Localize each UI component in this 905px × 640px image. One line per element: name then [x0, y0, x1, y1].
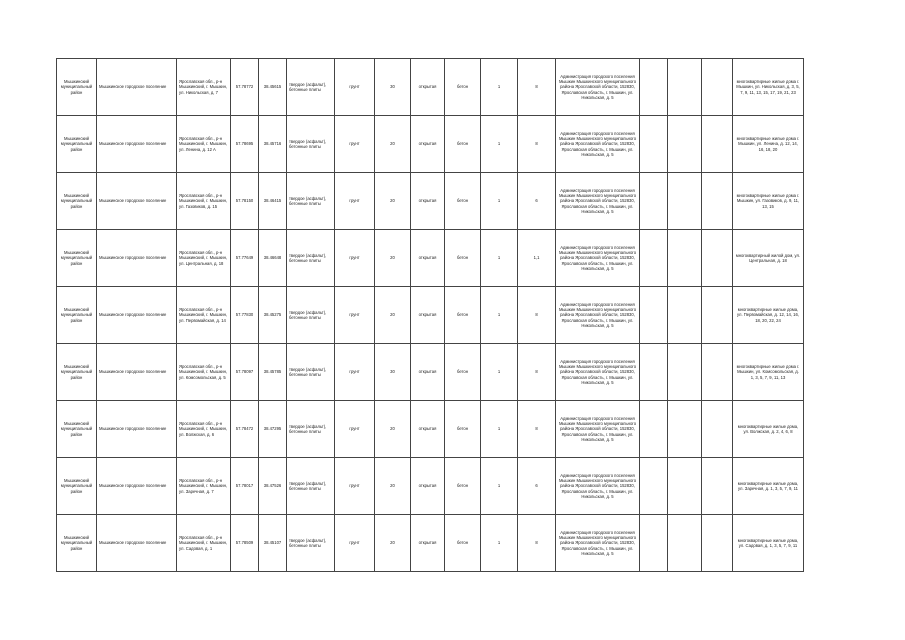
owner-cell: Администрация городского поселения Мышкин Мышкинского муниципального района Ярославской области, 152830, Ярославская область, г. Мышкин, ул. Никольская, д. 5: [556, 344, 640, 401]
container-volume-cell: 8: [518, 116, 556, 173]
district-cell: Мышкинский муниципальный район: [57, 515, 97, 572]
container-count-cell: 1: [481, 173, 518, 230]
table-row: [57, 173, 804, 230]
site-type-cell: открытая: [411, 401, 445, 458]
site-type-cell: открытая: [411, 116, 445, 173]
area-cell: 20: [375, 515, 411, 572]
base-cell: грунт: [335, 344, 375, 401]
table-row: [57, 116, 804, 173]
surface-cell: твердое (асфальт), бетонные плиты: [287, 458, 335, 515]
fence-cell: бетон: [445, 287, 481, 344]
area-cell: 30: [375, 59, 411, 116]
empty-cell: [702, 344, 733, 401]
base-cell: грунт: [335, 59, 375, 116]
longitude-cell: 38.45716: [259, 116, 287, 173]
empty-cell: [702, 116, 733, 173]
district-cell: Мышкинский муниципальный район: [57, 116, 97, 173]
site-type-cell: открытая: [411, 173, 445, 230]
district-cell: Мышкинский муниципальный район: [57, 401, 97, 458]
empty-cell: [668, 344, 702, 401]
owner-cell: Администрация городского поселения Мышкин Мышкинского муниципального района Ярославской области, 152830, Ярославская область, г. Мышкин, ул. Никольская, д. 5: [556, 59, 640, 116]
empty-cell: [702, 401, 733, 458]
base-cell: грунт: [335, 458, 375, 515]
district-cell: Мышкинский муниципальный район: [57, 458, 97, 515]
surface-cell: твердое (асфальт), бетонные плиты: [287, 344, 335, 401]
settlement-cell: Мышкинское городское поселение: [97, 230, 177, 287]
longitude-cell: 38.45275: [259, 287, 287, 344]
table-row: [57, 59, 804, 116]
surface-cell: твердое (асфальт), бетонные плиты: [287, 230, 335, 287]
area-cell: 20: [375, 173, 411, 230]
area-cell: 30: [375, 344, 411, 401]
surface-cell: твердое (асфальт), бетонные плиты: [287, 401, 335, 458]
longitude-cell: 38.47526: [259, 458, 287, 515]
waste-sources-cell: многоквартирные жилые дома, ул. Первомайская, д. 12, 14, 16, 18, 20, 22, 24: [733, 287, 804, 344]
container-count-cell: 1: [481, 344, 518, 401]
base-cell: грунт: [335, 230, 375, 287]
table-body: [57, 59, 804, 572]
area-cell: 20: [375, 401, 411, 458]
empty-cell: [640, 515, 668, 572]
waste-sources-cell: многоквартирный жилой дом, ул. Центральная, д. 18: [733, 230, 804, 287]
waste-sources-cell: многоквартирные жилые дома г. Мышкин, ул. Комсомольская, д. 1, 3, 5, 7, 9, 11, 13: [733, 344, 804, 401]
area-cell: 20: [375, 458, 411, 515]
settlement-cell: Мышкинское городское поселение: [97, 458, 177, 515]
base-cell: грунт: [335, 515, 375, 572]
address-cell: Ярославская обл., р-н Мышкинский, г. Мышкин, ул. Центральная, д. 18: [177, 230, 231, 287]
latitude-cell: 57.78472: [231, 401, 259, 458]
empty-cell: [668, 515, 702, 572]
empty-cell: [640, 173, 668, 230]
empty-cell: [640, 116, 668, 173]
surface-cell: твердое (асфальт), бетонные плиты: [287, 515, 335, 572]
latitude-cell: 57.78097: [231, 344, 259, 401]
container-volume-cell: 8: [518, 344, 556, 401]
empty-cell: [640, 401, 668, 458]
site-type-cell: открытая: [411, 458, 445, 515]
address-cell: Ярославская обл., р-н Мышкинский, г. Мышкин, ул. Никольская, д. 7: [177, 59, 231, 116]
waste-sources-cell: многоквартирные жилые дома г. Мышкин, ул. Газовиков, д. 9, 11, 13, 15: [733, 173, 804, 230]
empty-cell: [668, 401, 702, 458]
waste-sites-table: [56, 58, 804, 572]
latitude-cell: 57.78150: [231, 173, 259, 230]
district-cell: Мышкинский муниципальный район: [57, 173, 97, 230]
fence-cell: бетон: [445, 344, 481, 401]
settlement-cell: Мышкинское городское поселение: [97, 287, 177, 344]
district-cell: Мышкинский муниципальный район: [57, 230, 97, 287]
owner-cell: Администрация городского поселения Мышкин Мышкинского муниципального района Ярославской области, 152830, Ярославская область, г. Мышкин, ул. Никольская, д. 5: [556, 515, 640, 572]
table-row: [57, 344, 804, 401]
table-row: [57, 515, 804, 572]
container-volume-cell: 6: [518, 173, 556, 230]
latitude-cell: 57.78017: [231, 458, 259, 515]
container-count-cell: 1: [481, 515, 518, 572]
table-row: [57, 230, 804, 287]
longitude-cell: 38.46648: [259, 230, 287, 287]
site-type-cell: открытая: [411, 59, 445, 116]
container-volume-cell: 8: [518, 401, 556, 458]
empty-cell: [702, 458, 733, 515]
empty-cell: [640, 59, 668, 116]
empty-cell: [668, 230, 702, 287]
surface-cell: твердое (асфальт), бетонные плиты: [287, 287, 335, 344]
fence-cell: бетон: [445, 458, 481, 515]
container-count-cell: 1: [481, 458, 518, 515]
district-cell: Мышкинский муниципальный район: [57, 287, 97, 344]
waste-sources-cell: многоквартирные жилые дома, ул. Заречная, д. 1, 3, 5, 7, 9, 11: [733, 458, 804, 515]
latitude-cell: 57.78509: [231, 515, 259, 572]
latitude-cell: 57.78695: [231, 116, 259, 173]
container-volume-cell: 8: [518, 515, 556, 572]
container-volume-cell: 8: [518, 59, 556, 116]
empty-cell: [640, 287, 668, 344]
fence-cell: бетон: [445, 59, 481, 116]
site-type-cell: открытая: [411, 287, 445, 344]
container-count-cell: 1: [481, 116, 518, 173]
address-cell: Ярославская обл., р-н Мышкинский, г. Мышкин, ул. Газовиков, д. 15: [177, 173, 231, 230]
empty-cell: [668, 173, 702, 230]
fence-cell: бетон: [445, 515, 481, 572]
surface-cell: твердое (асфальт), бетонные плиты: [287, 116, 335, 173]
address-cell: Ярославская обл., р-н Мышкинский, г. Мышкин, ул. Заречная, д. 7: [177, 458, 231, 515]
settlement-cell: Мышкинское городское поселение: [97, 173, 177, 230]
empty-cell: [702, 515, 733, 572]
empty-cell: [668, 59, 702, 116]
waste-sources-cell: многоквартирные жилые дома г. Мышкин, ул. Никольская, д. 3, 5, 7, 9, 11, 13, 15, 17, 19, 21, 23: [733, 59, 804, 116]
surface-cell: твердое (асфальт), бетонные плиты: [287, 173, 335, 230]
district-cell: Мышкинский муниципальный район: [57, 59, 97, 116]
address-cell: Ярославская обл., р-н Мышкинский, г. Мышкин, ул. Садовая, д. 1: [177, 515, 231, 572]
base-cell: грунт: [335, 116, 375, 173]
empty-cell: [640, 458, 668, 515]
fence-cell: бетон: [445, 401, 481, 458]
container-count-cell: 1: [481, 230, 518, 287]
container-volume-cell: 8: [518, 287, 556, 344]
base-cell: грунт: [335, 173, 375, 230]
latitude-cell: 57.77830: [231, 287, 259, 344]
site-type-cell: открытая: [411, 515, 445, 572]
empty-cell: [640, 344, 668, 401]
owner-cell: Администрация городского поселения Мышкин Мышкинского муниципального района Ярославской области, 152830, Ярославская область, г. Мышкин, ул. Никольская, д. 5: [556, 173, 640, 230]
base-cell: грунт: [335, 287, 375, 344]
site-type-cell: открытая: [411, 230, 445, 287]
waste-sources-cell: многоквартирные жилые дома, ул. Волжская, д. 2, 4, 6, 8: [733, 401, 804, 458]
waste-sources-cell: многоквартирные жилые дома г. Мышкин, ул. Ленина, д. 12, 14, 16, 18, 20: [733, 116, 804, 173]
empty-cell: [702, 173, 733, 230]
fence-cell: бетон: [445, 116, 481, 173]
empty-cell: [668, 458, 702, 515]
empty-cell: [668, 287, 702, 344]
district-cell: Мышкинский муниципальный район: [57, 344, 97, 401]
settlement-cell: Мышкинское городское поселение: [97, 344, 177, 401]
owner-cell: Администрация городского поселения Мышкин Мышкинского муниципального района Ярославской области, 152830, Ярославская область, г. Мышкин, ул. Никольская, д. 5: [556, 287, 640, 344]
container-volume-cell: 1,1: [518, 230, 556, 287]
fence-cell: бетон: [445, 173, 481, 230]
address-cell: Ярославская обл., р-н Мышкинский, г. Мышкин, ул. Волжская, д. 6: [177, 401, 231, 458]
container-count-cell: 1: [481, 287, 518, 344]
site-type-cell: открытая: [411, 344, 445, 401]
container-count-cell: 1: [481, 401, 518, 458]
longitude-cell: 38.45785: [259, 344, 287, 401]
owner-cell: Администрация городского поселения Мышкин Мышкинского муниципального района Ярославской области, 152830, Ярославская область, г. Мышкин, ул. Никольская, д. 5: [556, 230, 640, 287]
area-cell: 20: [375, 116, 411, 173]
empty-cell: [668, 116, 702, 173]
address-cell: Ярославская обл., р-н Мышкинский, г. Мышкин, ул. Первомайская, д. 14: [177, 287, 231, 344]
area-cell: 20: [375, 287, 411, 344]
base-cell: грунт: [335, 401, 375, 458]
longitude-cell: 38.46415: [259, 173, 287, 230]
table-row: [57, 401, 804, 458]
table-row: [57, 458, 804, 515]
waste-sources-cell: многоквартирные жилые дома, ул. Садовая, д. 1, 3, 5, 7, 9, 11: [733, 515, 804, 572]
owner-cell: Администрация городского поселения Мышкин Мышкинского муниципального района Ярославской области, 152830, Ярославская область, г. Мышкин, ул. Никольская, д. 5: [556, 458, 640, 515]
latitude-cell: 57.77649: [231, 230, 259, 287]
longitude-cell: 38.45107: [259, 515, 287, 572]
area-cell: 20: [375, 230, 411, 287]
container-volume-cell: 6: [518, 458, 556, 515]
empty-cell: [702, 230, 733, 287]
address-cell: Ярославская обл., р-н Мышкинский, г. Мышкин, ул. Ленина, д. 12 А: [177, 116, 231, 173]
owner-cell: Администрация городского поселения Мышкин Мышкинского муниципального района Ярославской области, 152830, Ярославская область, г. Мышкин, ул. Никольская, д. 5: [556, 401, 640, 458]
surface-cell: твердое (асфальт), бетонные плиты: [287, 59, 335, 116]
settlement-cell: Мышкинское городское поселение: [97, 59, 177, 116]
settlement-cell: Мышкинское городское поселение: [97, 116, 177, 173]
longitude-cell: 38.45615: [259, 59, 287, 116]
empty-cell: [640, 230, 668, 287]
settlement-cell: Мышкинское городское поселение: [97, 515, 177, 572]
container-count-cell: 1: [481, 59, 518, 116]
longitude-cell: 38.47295: [259, 401, 287, 458]
latitude-cell: 57.78772: [231, 59, 259, 116]
empty-cell: [702, 287, 733, 344]
table-row: [57, 287, 804, 344]
fence-cell: бетон: [445, 230, 481, 287]
settlement-cell: Мышкинское городское поселение: [97, 401, 177, 458]
empty-cell: [702, 59, 733, 116]
owner-cell: Администрация городского поселения Мышкин Мышкинского муниципального района Ярославской области, 152830, Ярославская область, г. Мышкин, ул. Никольская, д. 5: [556, 116, 640, 173]
address-cell: Ярославская обл., р-н Мышкинский, г. Мышкин, ул. Комсомольская, д. 5: [177, 344, 231, 401]
